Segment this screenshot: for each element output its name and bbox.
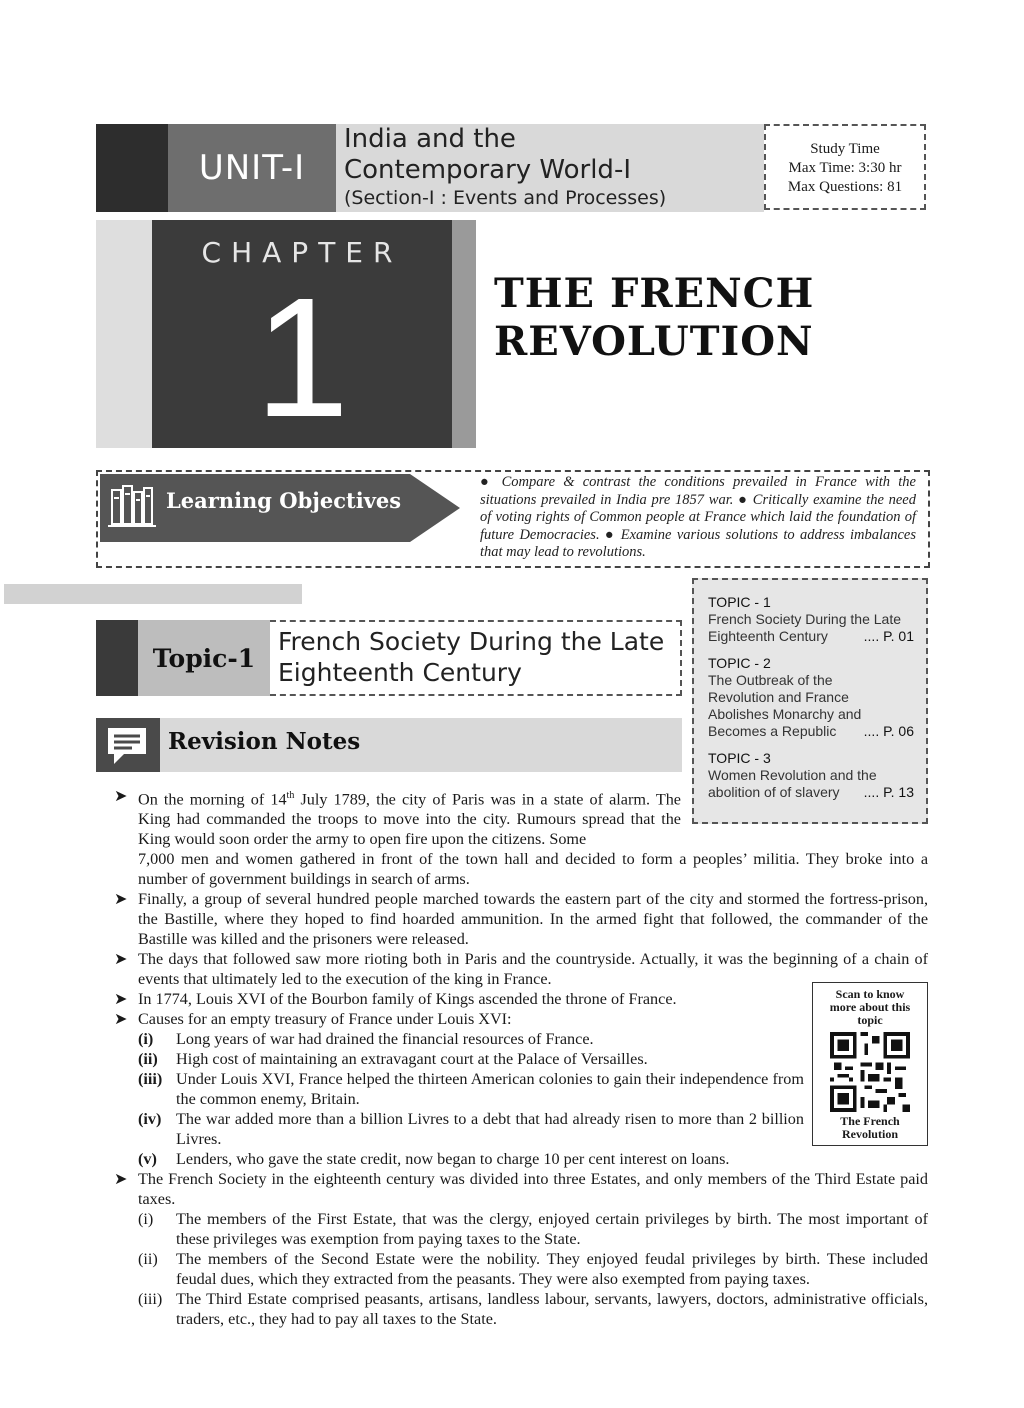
topic-index-heading: TOPIC - 2 <box>708 655 771 671</box>
arrow-bullet-icon: ➤ <box>114 787 128 805</box>
note-text-continued: 7,000 men and women gathered in front of the town hall and decided to form a peoples’ militia. They broke into a number of government buildings in search of arms. <box>138 850 928 889</box>
estates-list <box>114 1209 928 1329</box>
books-icon <box>106 480 158 532</box>
chapter-title <box>494 270 814 366</box>
arrow-bullet-icon: ➤ <box>114 890 128 909</box>
topic-index-line: Women Revolution and the <box>708 767 877 783</box>
chapter-block-right <box>452 220 476 448</box>
subject-title-line1: India and the <box>344 124 516 154</box>
note-text: On the morning of 14th July 1789, the city of Paris was in a state of alarm. The King had commanded the troops to move into the city. Rumours spread that the King would soon order the army to open fire upon the citizens. Some <box>138 790 681 849</box>
note-item <box>114 786 928 849</box>
subject-section: (Section-I : Events and Processes) <box>344 187 667 209</box>
learning-objectives-banner-arrow <box>410 474 460 542</box>
topic-index-line: French Society During the Late <box>708 611 901 627</box>
list-item: (iv) The war added more than a billion Livres to a debt that had already risen to more than 2 billion Livres. <box>138 1110 804 1149</box>
note-icon <box>104 724 150 768</box>
study-time-label: Study Time <box>810 141 880 157</box>
note-text: Finally, a group of several hundred people marched towards the eastern part of the city and stormed the fortress-prison, the Bastille, where they hoped to find hoarded ammunition. In the armed fight that followed, the commander of the Bastille was killed and the prisoners were released. <box>138 890 928 949</box>
list-item: (iii) The Third Estate comprised peasants, artisans, landless labour, servants, lawyers, doctors, administrative officials, traders, etc., they had to pay all taxes to the State. <box>138 1290 928 1329</box>
qr-caption-top: Scan to know more about this topic <box>829 987 911 1027</box>
study-time-box <box>764 124 926 210</box>
topic-index-line: Revolution and France <box>708 689 849 705</box>
topic-title-line1: French Society During the Late <box>278 627 665 656</box>
chapter-title-line1: THE FRENCH <box>494 270 815 317</box>
note-text: The days that followed saw more rioting both in Paris and the countryside. Actually, it was the beginning of a chain of events that ultimately led to the execution of the king in France. <box>138 950 928 989</box>
learning-objectives-text: ● Compare & contrast the conditions prevailed in France with the situations prevailed in India pre 1857 war. ● Critically examine the need of voting rights of Common people at France which laid the foundation of future Democracies. ● Examine various solutions to address imbalances that may lead to revolutions. <box>480 474 916 560</box>
list-item: (i) Long years of war had drained the financial resources of France. <box>138 1030 594 1049</box>
topic-label: Topic-1 <box>152 643 256 673</box>
chapter-number: 1 <box>254 263 350 453</box>
unit-label: UNIT-I <box>168 124 336 212</box>
note-item <box>114 1169 928 1209</box>
max-time: Max Time: 3:30 hr <box>788 160 902 176</box>
arrow-bullet-icon: ➤ <box>114 990 128 1009</box>
topic-index-line: Becomes a Republic <box>708 723 837 739</box>
list-item: (v) Lenders, who gave the state credit, now began to charge 10 per cent interest on loans. <box>138 1150 730 1169</box>
topic-index-line: Abolishes Monarchy and <box>708 706 862 722</box>
topic-title-line2: Eighteenth Century <box>278 658 522 687</box>
causes-list <box>114 1029 804 1169</box>
chapter-block-left <box>96 220 152 448</box>
chapter-title-line2: REVOLUTION <box>494 318 814 365</box>
topic-index-page: .... P. 13 <box>863 784 914 800</box>
note-item <box>114 1009 928 1029</box>
note-text: In 1774, Louis XVI of the Bourbon family of Kings ascended the throne of France. <box>138 990 677 1009</box>
revision-notes-body <box>114 786 928 1329</box>
topic-index-line: abolition of of slavery <box>708 784 840 800</box>
list-item: (ii) The members of the Second Estate were the nobility. They enjoyed feudal privileges by birth. These included feudal dues, which they extracted from the peasants. They were also exempted from paying taxes. <box>138 1250 928 1289</box>
note-item <box>114 949 928 989</box>
note-item <box>114 989 928 1009</box>
arrow-bullet-icon: ➤ <box>114 950 128 969</box>
subject-title-line2: Contemporary World-I <box>344 155 631 185</box>
qr-caption-bottom: The French Revolution <box>840 1114 900 1141</box>
decorative-strip <box>4 584 302 604</box>
arrow-bullet-icon: ➤ <box>114 1170 128 1189</box>
topic-title <box>278 626 664 688</box>
topic-index-page: .... P. 06 <box>863 723 914 739</box>
topic-index-line: Eighteenth Century <box>708 628 828 644</box>
note-text: The French Society in the eighteenth century was divided into three Estates, and only members of the Third Estate paid taxes. <box>138 1170 928 1209</box>
topic-index-line: The Outbreak of the <box>708 672 833 688</box>
unit-block-dark-stripe <box>96 124 168 212</box>
list-item: (ii) High cost of maintaining an extravagant court at the Palace of Versailles. <box>138 1050 648 1069</box>
topic-index-entry <box>708 594 914 645</box>
list-item: (iii) Under Louis XVI, France helped the thirteen American colonies to gain their independence from the common enemy, Britain. <box>138 1070 804 1109</box>
max-questions: Max Questions: 81 <box>787 179 903 195</box>
chapter-word: CHAPTER <box>201 236 403 269</box>
revision-notes-title: Revision Notes <box>168 728 361 755</box>
note-item <box>114 889 928 949</box>
topic-index-heading: TOPIC - 3 <box>708 750 771 766</box>
list-item: (i) The members of the First Estate, that was the clergy, enjoyed certain privileges by birth. The most important of these privileges was exemption from paying taxes to the State. <box>138 1210 928 1249</box>
arrow-bullet-icon: ➤ <box>114 1010 128 1029</box>
topic-index-page: .... P. 01 <box>863 628 914 644</box>
note-text: Causes for an empty treasury of France under Louis XVI: <box>138 1010 512 1029</box>
learning-objectives-title: Learning Objectives <box>166 488 402 513</box>
topic-index-heading: TOPIC - 1 <box>708 594 771 610</box>
topic-header-dark <box>96 620 138 696</box>
topic-index-entry <box>708 655 914 740</box>
